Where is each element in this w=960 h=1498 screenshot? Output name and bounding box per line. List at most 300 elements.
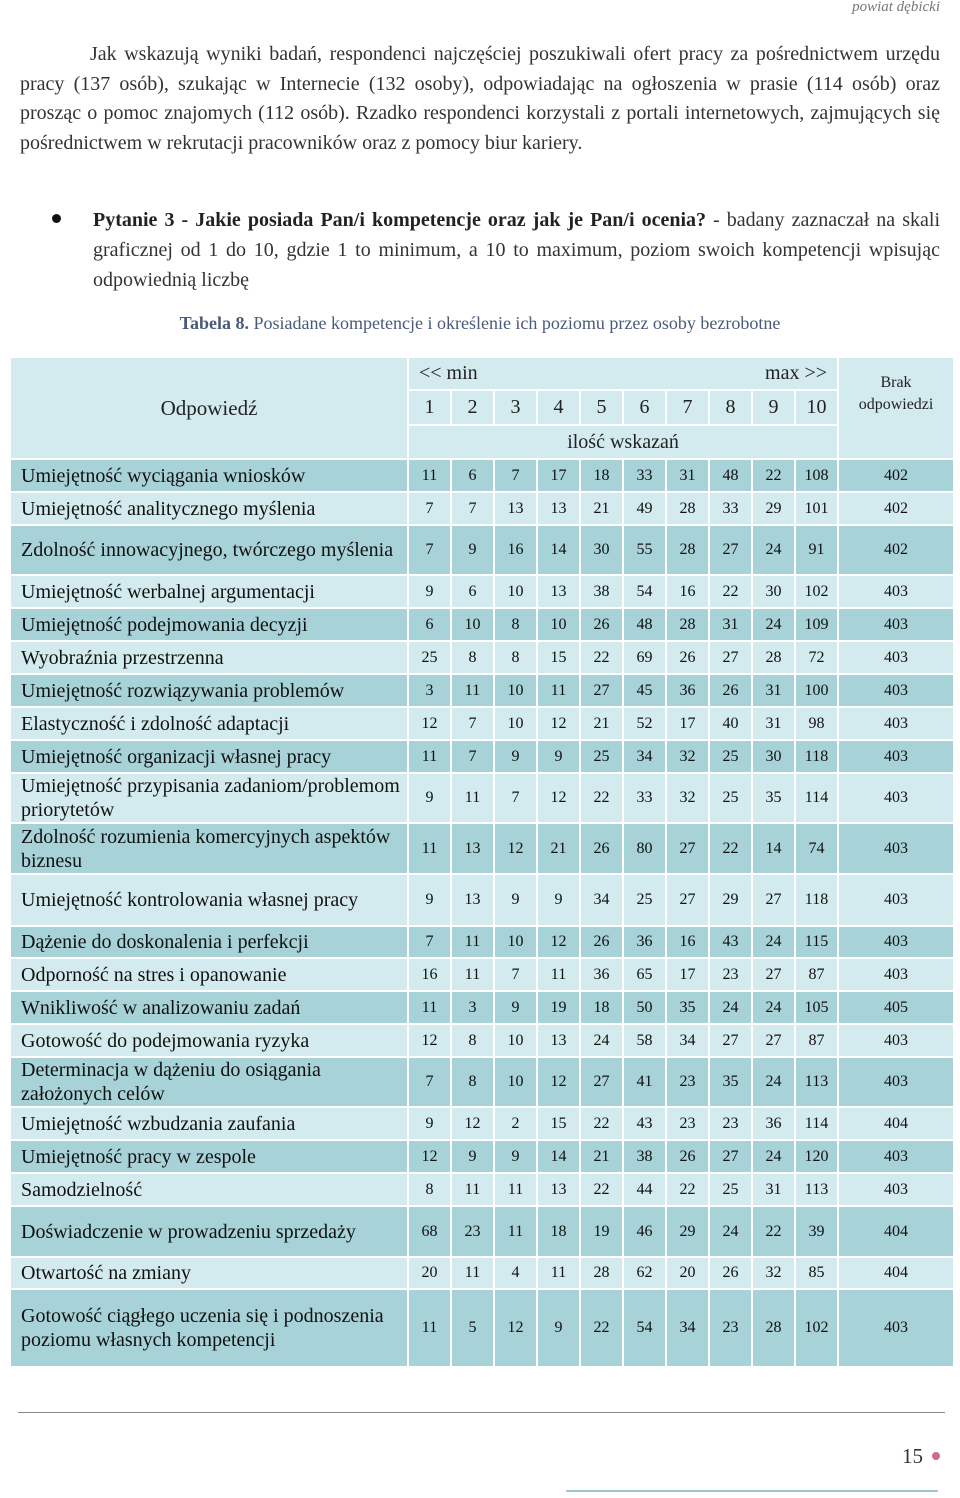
- cell-score-1: 9: [408, 1107, 451, 1140]
- cell-score-5: 24: [580, 1024, 623, 1057]
- cell-score-4: 10: [537, 608, 580, 641]
- header-no-answer-1: Brak: [880, 374, 912, 391]
- cell-score-1: 12: [408, 1024, 451, 1057]
- cell-score-1: 11: [408, 740, 451, 773]
- cell-score-5: 25: [580, 740, 623, 773]
- cell-score-1: 68: [408, 1206, 451, 1257]
- table-row: [10, 1289, 954, 1367]
- cell-score-6: 65: [623, 958, 666, 991]
- cell-score-6: 33: [623, 459, 666, 492]
- cell-score-10: 100: [795, 674, 838, 707]
- cell-score-3: 10: [494, 575, 537, 608]
- cell-score-2: 6: [451, 459, 494, 492]
- cell-score-1: 12: [408, 1140, 451, 1173]
- cell-score-9: 24: [752, 926, 795, 958]
- cell-score-10: 114: [795, 773, 838, 823]
- cell-score-10: 39: [795, 1206, 838, 1257]
- table-row: [10, 1107, 954, 1140]
- table-row: [10, 608, 954, 641]
- cell-score-5: 30: [580, 525, 623, 575]
- header-scale-9: 9: [752, 390, 795, 425]
- cell-score-8: 27: [709, 525, 752, 575]
- cell-score-10: 108: [795, 459, 838, 492]
- cell-score-9: 31: [752, 674, 795, 707]
- cell-score-2: 8: [451, 1024, 494, 1057]
- cell-score-3: 10: [494, 926, 537, 958]
- cell-no-answer: 402: [838, 492, 954, 525]
- cell-no-answer: 403: [838, 740, 954, 773]
- cell-score-10: 114: [795, 1107, 838, 1140]
- cell-score-5: 22: [580, 1107, 623, 1140]
- cell-score-7: 23: [666, 1057, 709, 1107]
- cell-score-6: 69: [623, 641, 666, 674]
- cell-score-4: 13: [537, 1024, 580, 1057]
- cell-score-8: 31: [709, 608, 752, 641]
- cell-score-3: 11: [494, 1173, 537, 1206]
- cell-score-8: 24: [709, 1206, 752, 1257]
- cell-score-8: 26: [709, 674, 752, 707]
- row-label: Wnikliwość w analizowaniu zadań: [10, 991, 408, 1024]
- row-label: Umiejętność kontrolowania własnej pracy: [10, 874, 408, 926]
- cell-score-7: 36: [666, 674, 709, 707]
- cell-score-6: 55: [623, 525, 666, 575]
- cell-score-2: 10: [451, 608, 494, 641]
- row-label: Zdolność rozumienia komercyjnych aspektów biznesu: [10, 823, 408, 874]
- cell-score-6: 45: [623, 674, 666, 707]
- cell-score-1: 9: [408, 773, 451, 823]
- cell-score-3: 9: [494, 740, 537, 773]
- cell-score-8: 29: [709, 874, 752, 926]
- cell-score-9: 36: [752, 1107, 795, 1140]
- cell-score-6: 48: [623, 608, 666, 641]
- cell-score-2: 11: [451, 1257, 494, 1289]
- cell-score-7: 17: [666, 707, 709, 740]
- cell-score-1: 9: [408, 575, 451, 608]
- cell-score-2: 9: [451, 525, 494, 575]
- cell-score-1: 25: [408, 641, 451, 674]
- cell-score-7: 26: [666, 1140, 709, 1173]
- caption-label: Tabela 8.: [179, 313, 250, 333]
- cell-score-2: 11: [451, 926, 494, 958]
- row-label: Umiejętność pracy w zespole: [10, 1140, 408, 1173]
- row-label: Gotowość do podejmowania ryzyka: [10, 1024, 408, 1057]
- cell-score-5: 22: [580, 641, 623, 674]
- cell-score-6: 50: [623, 991, 666, 1024]
- cell-score-9: 35: [752, 773, 795, 823]
- table-row: [10, 1024, 954, 1057]
- row-label: Umiejętność podejmowania decyzji: [10, 608, 408, 641]
- cell-score-10: 87: [795, 1024, 838, 1057]
- cell-score-4: 12: [537, 707, 580, 740]
- cell-score-1: 11: [408, 459, 451, 492]
- cell-score-4: 14: [537, 525, 580, 575]
- cell-score-7: 17: [666, 958, 709, 991]
- cell-score-10: 113: [795, 1173, 838, 1206]
- row-label: Zdolność innowacyjnego, twórczego myślenia: [10, 525, 408, 575]
- header-scale-1: 1: [408, 390, 451, 425]
- table-row: [10, 575, 954, 608]
- cell-score-7: 28: [666, 525, 709, 575]
- cell-no-answer: 403: [838, 958, 954, 991]
- cell-no-answer: 403: [838, 608, 954, 641]
- cell-score-2: 13: [451, 874, 494, 926]
- cell-score-4: 9: [537, 740, 580, 773]
- cell-no-answer: 403: [838, 1024, 954, 1057]
- cell-score-3: 10: [494, 1024, 537, 1057]
- cell-score-4: 11: [537, 674, 580, 707]
- header-no-answer: [838, 357, 954, 459]
- cell-score-6: 34: [623, 740, 666, 773]
- cell-score-6: 62: [623, 1257, 666, 1289]
- cell-score-7: 31: [666, 459, 709, 492]
- cell-score-8: 33: [709, 492, 752, 525]
- cell-score-7: 34: [666, 1024, 709, 1057]
- cell-score-4: 13: [537, 492, 580, 525]
- row-label: Determinacja w dążeniu do osiągania założonych celów: [10, 1057, 408, 1107]
- row-label: Dążenie do doskonalenia i perfekcji: [10, 926, 408, 958]
- cell-score-5: 22: [580, 773, 623, 823]
- row-label: Umiejętność wzbudzania zaufania: [10, 1107, 408, 1140]
- cell-score-5: 18: [580, 991, 623, 1024]
- cell-score-3: 9: [494, 1140, 537, 1173]
- cell-score-9: 24: [752, 991, 795, 1024]
- cell-score-9: 31: [752, 1173, 795, 1206]
- bullet-icon: [52, 214, 61, 223]
- header-scale-10: 10: [795, 390, 838, 425]
- cell-score-2: 13: [451, 823, 494, 874]
- header-count-label: ilość wskazań: [408, 425, 838, 459]
- cell-score-8: 23: [709, 1289, 752, 1367]
- cell-score-1: 8: [408, 1173, 451, 1206]
- cell-score-3: 8: [494, 641, 537, 674]
- cell-score-5: 22: [580, 1289, 623, 1367]
- cell-score-9: 32: [752, 1257, 795, 1289]
- cell-score-5: 22: [580, 1173, 623, 1206]
- cell-score-1: 7: [408, 1057, 451, 1107]
- row-label: Odporność na stres i opanowanie: [10, 958, 408, 991]
- cell-score-6: 41: [623, 1057, 666, 1107]
- cell-score-7: 16: [666, 575, 709, 608]
- cell-score-8: 26: [709, 1257, 752, 1289]
- question-description: - badany zaznaczał na skali graficznej od 1 do 10, gdzie 1 to minimum, a 10 to maximum, poziom swoich kompetencji wpisując odpowiednią liczbę: [93, 209, 940, 291]
- cell-no-answer: 403: [838, 874, 954, 926]
- cell-score-6: 25: [623, 874, 666, 926]
- cell-score-9: 24: [752, 525, 795, 575]
- cell-score-1: 6: [408, 608, 451, 641]
- cell-no-answer: 403: [838, 823, 954, 874]
- row-label: Umiejętność przypisania zadaniom/problemom priorytetów: [10, 773, 408, 823]
- cell-score-9: 30: [752, 575, 795, 608]
- cell-score-9: 31: [752, 707, 795, 740]
- cell-score-7: 35: [666, 991, 709, 1024]
- cell-score-8: 43: [709, 926, 752, 958]
- cell-score-3: 2: [494, 1107, 537, 1140]
- cell-score-1: 20: [408, 1257, 451, 1289]
- cell-score-5: 27: [580, 1057, 623, 1107]
- cell-score-10: 102: [795, 575, 838, 608]
- cell-score-6: 54: [623, 575, 666, 608]
- intro-text: Jak wskazują wyniki badań, respondenci najczęściej poszukiwali ofert pracy za pośrednictwem urzędu pracy (137 osób), szukając w Internecie (132 osoby), odpowiadając na ogłoszenia w prasie (114 osób) oraz prosząc o pomoc znajomych (112 osób). Rzadko respondenci korzystali z portali internetowych, zajmujących się pośrednictwem w rekrutacji pracowników oraz z pomocy biur kariery.: [20, 43, 940, 154]
- cell-score-4: 12: [537, 926, 580, 958]
- cell-score-10: 120: [795, 1140, 838, 1173]
- cell-score-5: 26: [580, 823, 623, 874]
- cell-score-9: 27: [752, 874, 795, 926]
- cell-score-8: 27: [709, 1024, 752, 1057]
- cell-score-4: 13: [537, 575, 580, 608]
- cell-score-5: 36: [580, 958, 623, 991]
- cell-score-9: 28: [752, 1289, 795, 1367]
- cell-score-7: 26: [666, 641, 709, 674]
- header-scale-5: 5: [580, 390, 623, 425]
- cell-score-4: 15: [537, 1107, 580, 1140]
- cell-score-9: 27: [752, 958, 795, 991]
- header-scale-3: 3: [494, 390, 537, 425]
- cell-score-4: 21: [537, 823, 580, 874]
- cell-no-answer: 403: [838, 773, 954, 823]
- cell-score-10: 101: [795, 492, 838, 525]
- table-row: [10, 1206, 954, 1257]
- header-row-minmax: [10, 357, 954, 390]
- cell-score-2: 11: [451, 1173, 494, 1206]
- cell-score-3: 12: [494, 823, 537, 874]
- cell-score-8: 25: [709, 773, 752, 823]
- cell-score-8: 27: [709, 641, 752, 674]
- cell-score-1: 11: [408, 823, 451, 874]
- table-row: [10, 707, 954, 740]
- cell-score-1: 9: [408, 874, 451, 926]
- cell-no-answer: 403: [838, 1057, 954, 1107]
- row-label: Umiejętność werbalnej argumentacji: [10, 575, 408, 608]
- cell-score-7: 34: [666, 1289, 709, 1367]
- cell-score-5: 21: [580, 1140, 623, 1173]
- cell-score-8: 27: [709, 1140, 752, 1173]
- cell-score-3: 10: [494, 674, 537, 707]
- cell-score-1: 7: [408, 926, 451, 958]
- cell-score-4: 9: [537, 1289, 580, 1367]
- cell-score-6: 54: [623, 1289, 666, 1367]
- cell-score-4: 18: [537, 1206, 580, 1257]
- cell-score-8: 23: [709, 958, 752, 991]
- cell-score-4: 14: [537, 1140, 580, 1173]
- running-header: powiat dębicki: [852, 0, 940, 15]
- row-label: Gotowość ciągłego uczenia się i podnoszenia poziomu własnych kompetencji: [10, 1289, 408, 1367]
- cell-score-5: 21: [580, 492, 623, 525]
- cell-score-3: 8: [494, 608, 537, 641]
- cell-score-9: 27: [752, 1024, 795, 1057]
- cell-score-8: 25: [709, 1173, 752, 1206]
- cell-score-6: 58: [623, 1024, 666, 1057]
- table-row: [10, 674, 954, 707]
- table-row: [10, 926, 954, 958]
- table-caption: [0, 313, 960, 334]
- cell-score-10: 98: [795, 707, 838, 740]
- table-row: [10, 1257, 954, 1289]
- cell-score-10: 109: [795, 608, 838, 641]
- cell-score-2: 9: [451, 1140, 494, 1173]
- cell-score-9: 22: [752, 1206, 795, 1257]
- cell-score-4: 11: [537, 1257, 580, 1289]
- cell-score-3: 10: [494, 1057, 537, 1107]
- cell-score-2: 11: [451, 958, 494, 991]
- cell-score-4: 12: [537, 773, 580, 823]
- cell-score-10: 87: [795, 958, 838, 991]
- cell-no-answer: 404: [838, 1107, 954, 1140]
- header-scale-7: 7: [666, 390, 709, 425]
- cell-score-6: 36: [623, 926, 666, 958]
- table-body: [10, 357, 954, 1367]
- row-label: Umiejętność rozwiązywania problemów: [10, 674, 408, 707]
- footer-divider: [18, 1412, 945, 1413]
- cell-score-6: 46: [623, 1206, 666, 1257]
- row-label: Umiejętność organizacji własnej pracy: [10, 740, 408, 773]
- cell-score-6: 52: [623, 707, 666, 740]
- table-row: [10, 1057, 954, 1107]
- cell-score-4: 17: [537, 459, 580, 492]
- cell-score-9: 22: [752, 459, 795, 492]
- cell-score-2: 11: [451, 674, 494, 707]
- cell-score-2: 6: [451, 575, 494, 608]
- table-row: [10, 525, 954, 575]
- cell-no-answer: 403: [838, 1140, 954, 1173]
- cell-score-7: 16: [666, 926, 709, 958]
- cell-no-answer: 404: [838, 1257, 954, 1289]
- cell-score-4: 11: [537, 958, 580, 991]
- cell-score-2: 7: [451, 740, 494, 773]
- cell-score-5: 18: [580, 459, 623, 492]
- cell-score-10: 118: [795, 874, 838, 926]
- table-row: [10, 641, 954, 674]
- cell-score-3: 11: [494, 1206, 537, 1257]
- cell-score-9: 28: [752, 641, 795, 674]
- cell-score-8: 22: [709, 575, 752, 608]
- cell-score-6: 38: [623, 1140, 666, 1173]
- cell-score-3: 12: [494, 1289, 537, 1367]
- question-paragraph: [93, 205, 940, 295]
- cell-score-7: 23: [666, 1107, 709, 1140]
- cell-score-10: 105: [795, 991, 838, 1024]
- row-label: Samodzielność: [10, 1173, 408, 1206]
- cell-score-9: 24: [752, 608, 795, 641]
- cell-score-3: 13: [494, 492, 537, 525]
- cell-score-4: 19: [537, 991, 580, 1024]
- header-scale-4: 4: [537, 390, 580, 425]
- cell-score-8: 24: [709, 991, 752, 1024]
- cell-score-5: 26: [580, 608, 623, 641]
- cell-no-answer: 403: [838, 926, 954, 958]
- table-row: [10, 823, 954, 874]
- cell-score-3: 10: [494, 707, 537, 740]
- cell-score-6: 43: [623, 1107, 666, 1140]
- cell-score-8: 48: [709, 459, 752, 492]
- cell-score-3: 7: [494, 773, 537, 823]
- cell-score-10: 72: [795, 641, 838, 674]
- row-label: Elastyczność i zdolność adaptacji: [10, 707, 408, 740]
- cell-score-1: 16: [408, 958, 451, 991]
- cell-no-answer: 403: [838, 1289, 954, 1367]
- question-title: Pytanie 3 - Jakie posiada Pan/i kompetencje oraz jak je Pan/i ocenia?: [93, 209, 707, 231]
- cell-score-5: 27: [580, 674, 623, 707]
- cell-score-3: 16: [494, 525, 537, 575]
- page-bullet-icon: [932, 1452, 940, 1460]
- cell-score-7: 28: [666, 608, 709, 641]
- cell-no-answer: 403: [838, 707, 954, 740]
- cell-score-10: 91: [795, 525, 838, 575]
- cell-score-9: 24: [752, 1057, 795, 1107]
- cell-score-5: 34: [580, 874, 623, 926]
- cell-score-2: 7: [451, 707, 494, 740]
- cell-score-5: 21: [580, 707, 623, 740]
- cell-score-4: 12: [537, 1057, 580, 1107]
- cell-score-5: 19: [580, 1206, 623, 1257]
- cell-score-7: 28: [666, 492, 709, 525]
- cell-score-2: 23: [451, 1206, 494, 1257]
- cell-score-2: 12: [451, 1107, 494, 1140]
- cell-score-6: 33: [623, 773, 666, 823]
- cell-score-3: 7: [494, 459, 537, 492]
- cell-score-1: 11: [408, 1289, 451, 1367]
- table-row: [10, 1140, 954, 1173]
- competencies-table: [9, 356, 955, 1368]
- cell-score-9: 24: [752, 1140, 795, 1173]
- cell-score-10: 115: [795, 926, 838, 958]
- table-row: [10, 459, 954, 492]
- cell-score-7: 20: [666, 1257, 709, 1289]
- cell-score-7: 27: [666, 823, 709, 874]
- cell-score-3: 9: [494, 991, 537, 1024]
- cell-score-2: 8: [451, 641, 494, 674]
- cell-no-answer: 405: [838, 991, 954, 1024]
- cell-no-answer: 404: [838, 1206, 954, 1257]
- cell-score-7: 29: [666, 1206, 709, 1257]
- intro-paragraph: [20, 40, 940, 158]
- cell-score-10: 102: [795, 1289, 838, 1367]
- header-answer: Odpowiedź: [10, 357, 408, 459]
- cell-score-7: 27: [666, 874, 709, 926]
- cell-no-answer: 402: [838, 525, 954, 575]
- cell-no-answer: 403: [838, 1173, 954, 1206]
- footer-underline: [566, 1490, 938, 1492]
- table-row: [10, 773, 954, 823]
- row-label: Doświadczenie w prowadzeniu sprzedaży: [10, 1206, 408, 1257]
- cell-score-5: 38: [580, 575, 623, 608]
- cell-score-6: 44: [623, 1173, 666, 1206]
- cell-score-2: 8: [451, 1057, 494, 1107]
- cell-score-9: 30: [752, 740, 795, 773]
- cell-score-4: 9: [537, 874, 580, 926]
- cell-score-10: 118: [795, 740, 838, 773]
- header-scale-8: 8: [709, 390, 752, 425]
- cell-score-1: 12: [408, 707, 451, 740]
- cell-score-2: 3: [451, 991, 494, 1024]
- cell-score-6: 49: [623, 492, 666, 525]
- row-label: Otwartość na zmiany: [10, 1257, 408, 1289]
- cell-score-1: 7: [408, 525, 451, 575]
- table-row: [10, 874, 954, 926]
- caption-text: Posiadane kompetencje i określenie ich poziomu przez osoby bezrobotne: [249, 313, 781, 333]
- cell-no-answer: 402: [838, 459, 954, 492]
- header-no-answer-2: odpowiedzi: [858, 396, 934, 413]
- cell-score-1: 3: [408, 674, 451, 707]
- header-scale-range: [408, 357, 838, 390]
- cell-no-answer: 403: [838, 641, 954, 674]
- row-label: Umiejętność analitycznego myślenia: [10, 492, 408, 525]
- header-scale-2: 2: [451, 390, 494, 425]
- header-min: << min: [419, 362, 478, 384]
- table-row: [10, 1173, 954, 1206]
- cell-score-5: 26: [580, 926, 623, 958]
- row-label: Wyobraźnia przestrzenna: [10, 641, 408, 674]
- cell-score-2: 5: [451, 1289, 494, 1367]
